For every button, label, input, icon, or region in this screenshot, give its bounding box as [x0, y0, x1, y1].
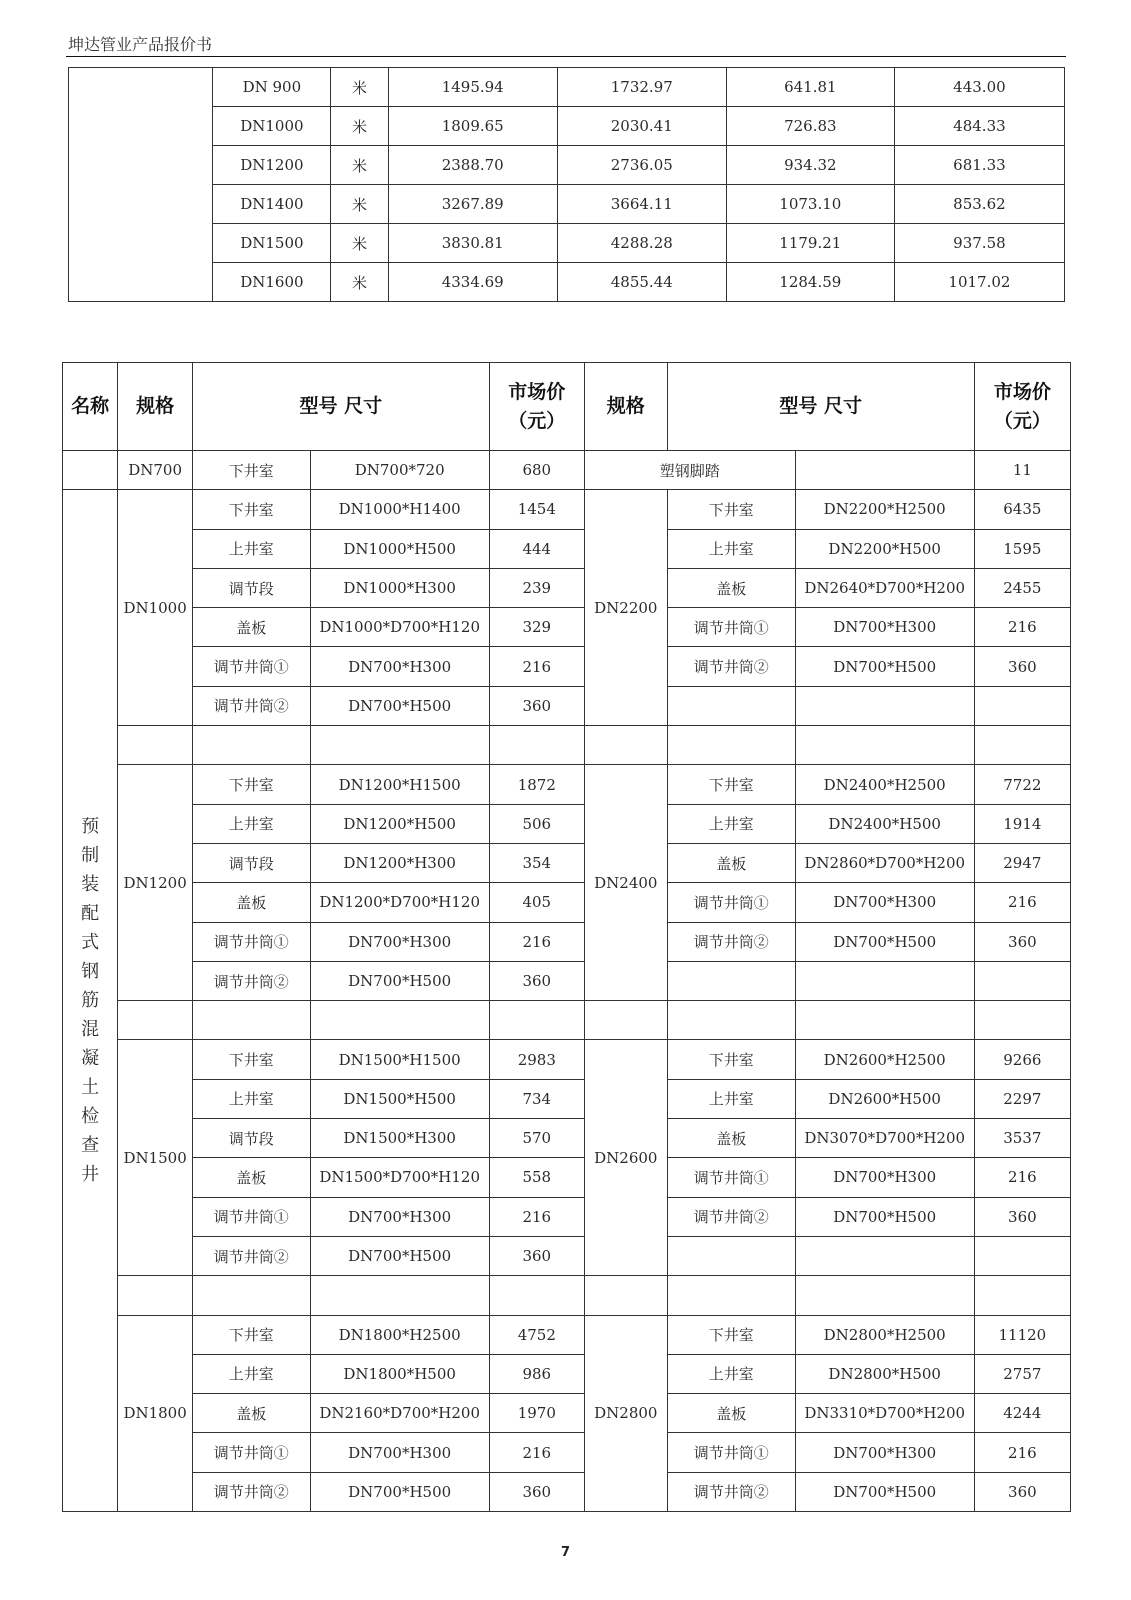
product-name-vertical: [63, 490, 118, 1512]
right-part-cell: 调节井筒②: [667, 647, 795, 686]
price-cell: 239: [489, 568, 584, 607]
right-price-cell: 2455: [974, 568, 1070, 607]
pipe-price-table-continued: [68, 67, 1065, 302]
table-row: [69, 185, 1065, 224]
header-price-right: 市场价（元）: [974, 363, 1070, 451]
right-price-cell: 360: [974, 922, 1070, 961]
part-cell: 盖板: [192, 883, 310, 922]
right-size-cell-empty: [795, 451, 974, 490]
table-row: [63, 1040, 1071, 1079]
size-cell: DN700*H500: [310, 1236, 489, 1275]
price-cell: 3830.81: [388, 224, 557, 263]
part-cell: 调节井筒②: [192, 961, 310, 1000]
right-size-cell: DN2400*H2500: [795, 765, 974, 804]
size-cell: DN700*H300: [310, 1433, 489, 1472]
empty-cell: [310, 726, 489, 765]
price-cell: 443.00: [894, 68, 1064, 107]
header-name: 名称: [63, 363, 118, 451]
size-cell: DN700*H500: [310, 686, 489, 725]
empty-cell: [667, 1001, 795, 1040]
right-price-cell: 9266: [974, 1040, 1070, 1079]
right-price-cell: 6435: [974, 490, 1070, 529]
right-part-cell: 调节井筒②: [667, 1472, 795, 1511]
part-cell: 下井室: [192, 1040, 310, 1079]
empty-cell: [489, 1001, 584, 1040]
unit-cell: 米: [331, 146, 388, 185]
empty-cell: [974, 1276, 1070, 1315]
right-size-cell: DN2200*H2500: [795, 490, 974, 529]
price-cell: 1284.59: [726, 263, 894, 302]
spec-cell: DN1400: [213, 185, 331, 224]
size-cell: DN700*H500: [310, 961, 489, 1000]
right-size-cell: DN2600*H500: [795, 1079, 974, 1118]
price-cell: 4288.28: [557, 224, 726, 263]
manhole-price-table: [62, 362, 1071, 1512]
name-char: 制: [81, 845, 100, 867]
size-cell: DN1200*H1500: [310, 765, 489, 804]
right-size-cell: [795, 1236, 974, 1275]
right-part-cell: 下井室: [667, 490, 795, 529]
right-part-cell: [667, 686, 795, 725]
right-size-cell: DN2200*H500: [795, 529, 974, 568]
part-cell: 上井室: [192, 804, 310, 843]
size-cell: DN700*H300: [310, 647, 489, 686]
table-row: [63, 686, 1071, 725]
table-row: [63, 961, 1071, 1000]
empty-cell: [667, 1276, 795, 1315]
table-row: [63, 568, 1071, 607]
price-cell: 2983: [489, 1040, 584, 1079]
right-size-cell: DN700*H300: [795, 608, 974, 647]
table-row: [63, 490, 1071, 529]
right-part-cell: 调节井筒②: [667, 1197, 795, 1236]
right-part-cell: 上井室: [667, 804, 795, 843]
separator-row: [63, 1276, 1071, 1315]
price-cell: 4334.69: [388, 263, 557, 302]
part-cell: 下井室: [192, 490, 310, 529]
price-cell: 853.62: [894, 185, 1064, 224]
table-row: [63, 647, 1071, 686]
right-spec-cell: DN2600: [584, 1040, 667, 1276]
right-part-cell: 盖板: [667, 843, 795, 882]
price-cell: 1872: [489, 765, 584, 804]
empty-cell: [795, 726, 974, 765]
right-part-cell: 调节井筒①: [667, 1158, 795, 1197]
table-row-dn700: [63, 451, 1071, 490]
table-row: [63, 1079, 1071, 1118]
table-row: [63, 1433, 1071, 1472]
right-part-cell: 下井室: [667, 1040, 795, 1079]
price-cell: 937.58: [894, 224, 1064, 263]
spec-cell: DN700: [118, 451, 193, 490]
size-cell: DN1800*H500: [310, 1354, 489, 1393]
table-row: [63, 1472, 1071, 1511]
document-header-title: 坤达管业产品报价书: [68, 35, 213, 54]
price-cell: 216: [489, 922, 584, 961]
price-cell: 4855.44: [557, 263, 726, 302]
spec-cell: DN1600: [213, 263, 331, 302]
right-price-cell: 360: [974, 647, 1070, 686]
name-cell-empty: [63, 451, 118, 490]
right-size-cell: DN2860*D700*H200: [795, 843, 974, 882]
part-cell: 盖板: [192, 608, 310, 647]
right-part-cell: 调节井筒①: [667, 883, 795, 922]
size-cell: DN1000*H1400: [310, 490, 489, 529]
price-cell: 1732.97: [557, 68, 726, 107]
size-cell: DN1200*D700*H120: [310, 883, 489, 922]
right-price-cell: 216: [974, 1158, 1070, 1197]
empty-cell: [584, 1001, 667, 1040]
size-cell: DN700*H500: [310, 1472, 489, 1511]
right-size-cell: DN700*H300: [795, 1433, 974, 1472]
empty-cell: [667, 726, 795, 765]
price-cell: 354: [489, 843, 584, 882]
right-part-cell: 盖板: [667, 568, 795, 607]
price-cell: 680: [489, 451, 584, 490]
right-price-cell: 7722: [974, 765, 1070, 804]
spec-cell: DN1200: [213, 146, 331, 185]
part-cell: 调节井筒②: [192, 1236, 310, 1275]
table-row: [63, 608, 1071, 647]
header-spec: 规格: [118, 363, 193, 451]
size-cell: DN1500*H1500: [310, 1040, 489, 1079]
size-cell: DN2160*D700*H200: [310, 1394, 489, 1433]
table-row: [63, 765, 1071, 804]
table-row: [69, 68, 1065, 107]
header-model-size-right: 型号 尺寸: [667, 363, 974, 451]
empty-cell: [489, 1276, 584, 1315]
right-price-cell: [974, 961, 1070, 1000]
part-cell: 调节段: [192, 843, 310, 882]
table-row: [69, 224, 1065, 263]
empty-cell: [192, 726, 310, 765]
table-row: [63, 843, 1071, 882]
size-cell: DN1000*H500: [310, 529, 489, 568]
right-part-cell: 盖板: [667, 1394, 795, 1433]
spec-cell: DN 900: [213, 68, 331, 107]
right-part-cell: 调节井筒②: [667, 922, 795, 961]
right-size-cell: DN3310*D700*H200: [795, 1394, 974, 1433]
empty-cell: [795, 1276, 974, 1315]
table-row: [63, 1394, 1071, 1433]
right-price-cell: [974, 1236, 1070, 1275]
size-cell: DN1200*H500: [310, 804, 489, 843]
right-price-cell: 216: [974, 608, 1070, 647]
part-cell: 盖板: [192, 1394, 310, 1433]
price-cell: 360: [489, 961, 584, 1000]
table-row: [63, 922, 1071, 961]
spec-cell: DN1000: [118, 490, 193, 726]
empty-cell: [974, 726, 1070, 765]
name-char: 预: [81, 816, 100, 838]
right-part-cell: 调节井筒①: [667, 608, 795, 647]
part-cell: 上井室: [192, 1079, 310, 1118]
name-char: 土: [81, 1077, 100, 1099]
right-price-cell: 11120: [974, 1315, 1070, 1354]
price-cell: 216: [489, 1197, 584, 1236]
part-cell: 调节段: [192, 568, 310, 607]
price-cell: 1454: [489, 490, 584, 529]
empty-cell: [310, 1001, 489, 1040]
spec-cell: DN1000: [213, 107, 331, 146]
right-size-cell: DN700*H300: [795, 883, 974, 922]
table-row: [63, 1354, 1071, 1393]
right-price-cell: 216: [974, 1433, 1070, 1472]
price-cell: 681.33: [894, 146, 1064, 185]
price-cell: 1970: [489, 1394, 584, 1433]
right-price-cell: 4244: [974, 1394, 1070, 1433]
right-size-cell: DN2640*D700*H200: [795, 568, 974, 607]
empty-cell: [584, 726, 667, 765]
name-char: 检: [81, 1106, 100, 1128]
part-cell: 调节井筒②: [192, 686, 310, 725]
part-cell: 调节井筒①: [192, 922, 310, 961]
name-char: 式: [81, 932, 100, 954]
right-part-cell: 上井室: [667, 1079, 795, 1118]
price-cell: 934.32: [726, 146, 894, 185]
size-cell: DN1000*H300: [310, 568, 489, 607]
unit-cell: 米: [331, 224, 388, 263]
part-cell: 调节井筒①: [192, 1433, 310, 1472]
right-part-cell: 上井室: [667, 1354, 795, 1393]
table-row: [63, 1119, 1071, 1158]
spec-cell: DN1200: [118, 765, 193, 1001]
price-cell: 216: [489, 1433, 584, 1472]
name-char: 钢: [81, 961, 100, 983]
header-model-size: 型号 尺寸: [192, 363, 489, 451]
category-cell-empty: [69, 68, 213, 302]
right-size-cell: DN700*H500: [795, 1472, 974, 1511]
right-size-cell: DN3070*D700*H200: [795, 1119, 974, 1158]
empty-cell: [118, 1276, 193, 1315]
size-cell: DN700*720: [310, 451, 489, 490]
size-cell: DN1800*H2500: [310, 1315, 489, 1354]
right-size-cell: DN700*H300: [795, 1158, 974, 1197]
price-cell: 360: [489, 1236, 584, 1275]
right-price-cell: 2297: [974, 1079, 1070, 1118]
table-row: [63, 1315, 1071, 1354]
separator-row: [63, 1001, 1071, 1040]
empty-cell: [192, 1001, 310, 1040]
spec-cell: DN1500: [118, 1040, 193, 1276]
table-row: [69, 107, 1065, 146]
table-row: [69, 146, 1065, 185]
empty-cell: [489, 726, 584, 765]
empty-cell: [192, 1276, 310, 1315]
header-divider: [66, 56, 1066, 57]
price-cell: 2030.41: [557, 107, 726, 146]
size-cell: DN1500*D700*H120: [310, 1158, 489, 1197]
price-cell: 1809.65: [388, 107, 557, 146]
right-part-cell: [667, 1236, 795, 1275]
right-price-cell: 11: [974, 451, 1070, 490]
name-char: 装: [81, 874, 100, 896]
size-cell: DN1500*H500: [310, 1079, 489, 1118]
empty-cell: [118, 1001, 193, 1040]
price-cell: 506: [489, 804, 584, 843]
price-cell: 3267.89: [388, 185, 557, 224]
price-cell: 1495.94: [388, 68, 557, 107]
part-cell: 盖板: [192, 1158, 310, 1197]
table-row: [63, 529, 1071, 568]
right-spec-cell: DN2200: [584, 490, 667, 726]
right-size-cell: DN2800*H500: [795, 1354, 974, 1393]
part-cell: 下井室: [192, 1315, 310, 1354]
right-part-cell: 上井室: [667, 529, 795, 568]
empty-cell: [310, 1276, 489, 1315]
price-cell: 570: [489, 1119, 584, 1158]
right-size-cell: [795, 686, 974, 725]
table-row: [63, 1197, 1071, 1236]
header-price: 市场价（元）: [489, 363, 584, 451]
part-cell: 调节井筒②: [192, 1472, 310, 1511]
table-row: [63, 804, 1071, 843]
table-row: [63, 1236, 1071, 1275]
empty-cell: [795, 1001, 974, 1040]
price-cell: 2736.05: [557, 146, 726, 185]
name-char: 查: [81, 1135, 100, 1157]
spec-cell: DN1800: [118, 1315, 193, 1511]
right-part-cell: 调节井筒①: [667, 1433, 795, 1472]
part-cell: 下井室: [192, 765, 310, 804]
name-char: 配: [81, 903, 100, 925]
price-cell: 1073.10: [726, 185, 894, 224]
price-cell: 734: [489, 1079, 584, 1118]
price-cell: 558: [489, 1158, 584, 1197]
price-cell: 484.33: [894, 107, 1064, 146]
right-part-cell: 盖板: [667, 1119, 795, 1158]
table-header-row: [63, 363, 1071, 451]
size-cell: DN1200*H300: [310, 843, 489, 882]
right-size-cell: DN700*H500: [795, 922, 974, 961]
size-cell: DN700*H300: [310, 922, 489, 961]
size-cell: DN1000*D700*H120: [310, 608, 489, 647]
table-row: [69, 263, 1065, 302]
right-size-cell: [795, 961, 974, 1000]
right-part-cell: [667, 961, 795, 1000]
empty-cell: [584, 1276, 667, 1315]
size-cell: DN700*H300: [310, 1197, 489, 1236]
unit-cell: 米: [331, 68, 388, 107]
price-cell: 360: [489, 686, 584, 725]
name-char: 凝: [81, 1048, 100, 1070]
unit-cell: 米: [331, 185, 388, 224]
right-size-cell: DN2400*H500: [795, 804, 974, 843]
price-cell: 444: [489, 529, 584, 568]
right-size-cell: DN2600*H2500: [795, 1040, 974, 1079]
table-row: [63, 1158, 1071, 1197]
part-cell: 上井室: [192, 529, 310, 568]
name-char: 井: [81, 1164, 100, 1186]
right-price-cell: 1914: [974, 804, 1070, 843]
size-cell: DN1500*H300: [310, 1119, 489, 1158]
header-spec-right: 规格: [584, 363, 667, 451]
right-price-cell: 3537: [974, 1119, 1070, 1158]
unit-cell: 米: [331, 263, 388, 302]
right-size-cell: DN2800*H2500: [795, 1315, 974, 1354]
right-size-cell: DN700*H500: [795, 647, 974, 686]
price-cell: 2388.70: [388, 146, 557, 185]
spec-cell: DN1500: [213, 224, 331, 263]
price-cell: 726.83: [726, 107, 894, 146]
price-cell: 3664.11: [557, 185, 726, 224]
price-cell: 1017.02: [894, 263, 1064, 302]
price-cell: 4752: [489, 1315, 584, 1354]
right-part-cell: 下井室: [667, 765, 795, 804]
right-part-cell: 下井室: [667, 1315, 795, 1354]
name-char: 混: [81, 1019, 100, 1041]
part-cell: 上井室: [192, 1354, 310, 1393]
right-spec-cell: DN2400: [584, 765, 667, 1001]
part-cell: 调节段: [192, 1119, 310, 1158]
right-price-cell: [974, 686, 1070, 725]
empty-cell: [974, 1001, 1070, 1040]
price-cell: 329: [489, 608, 584, 647]
right-price-cell: 2757: [974, 1354, 1070, 1393]
right-price-cell: 360: [974, 1472, 1070, 1511]
separator-row: [63, 726, 1071, 765]
price-cell: 216: [489, 647, 584, 686]
right-size-cell: DN700*H500: [795, 1197, 974, 1236]
price-cell: 986: [489, 1354, 584, 1393]
right-item-cell: 塑钢脚踏: [584, 451, 795, 490]
right-price-cell: 216: [974, 883, 1070, 922]
empty-cell: [118, 726, 193, 765]
part-cell: 调节井筒①: [192, 647, 310, 686]
price-cell: 360: [489, 1472, 584, 1511]
right-price-cell: 2947: [974, 843, 1070, 882]
unit-cell: 米: [331, 107, 388, 146]
right-price-cell: 1595: [974, 529, 1070, 568]
right-spec-cell: DN2800: [584, 1315, 667, 1511]
part-cell: 下井室: [192, 451, 310, 490]
price-cell: 405: [489, 883, 584, 922]
part-cell: 调节井筒①: [192, 1197, 310, 1236]
page-number: 7: [560, 1545, 571, 1560]
price-cell: 1179.21: [726, 224, 894, 263]
table-row: [63, 883, 1071, 922]
name-char: 筋: [81, 990, 100, 1012]
right-price-cell: 360: [974, 1197, 1070, 1236]
price-cell: 641.81: [726, 68, 894, 107]
